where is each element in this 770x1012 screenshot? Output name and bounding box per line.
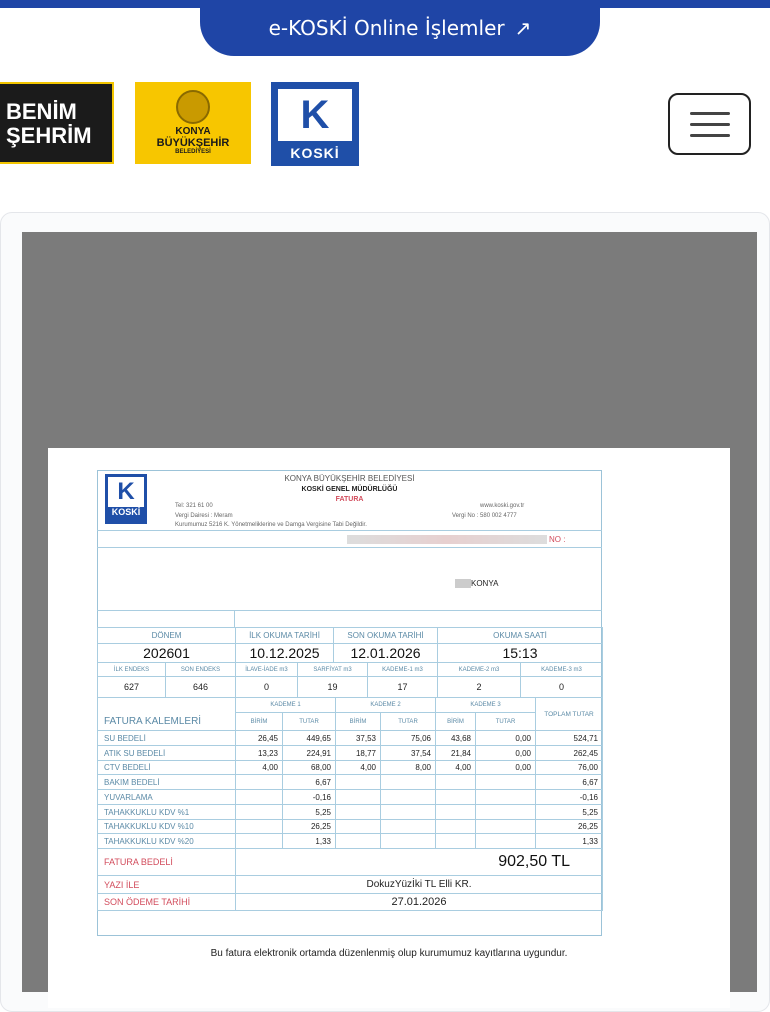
logo-text: ŞEHRİM [6, 123, 92, 148]
invoice-title: FATURA [335, 496, 364, 503]
meta-header: DÖNEM [97, 627, 236, 644]
hamburger-menu-icon[interactable] [668, 93, 751, 155]
logo-text: BENİM [6, 99, 77, 124]
yazi-ile-value: DokuzYüzİki TL Elli KR. [235, 875, 603, 894]
item-value [435, 819, 476, 834]
endeks-value: 646 [165, 676, 236, 698]
item-value: 5,25 [535, 804, 603, 820]
items-title: FATURA KALEMLERİ [97, 697, 236, 731]
item-value: 0,00 [475, 730, 536, 746]
item-value [435, 833, 476, 849]
item-value [335, 774, 381, 790]
endeks-value: 0 [520, 676, 603, 698]
endeks-header: İLAVE-İADE m3 [235, 662, 298, 677]
item-value: 43,68 [435, 730, 476, 746]
tax-office: Vergi Dairesi : Meram [175, 513, 233, 519]
item-value: 224,91 [282, 745, 336, 761]
item-value: 449,65 [282, 730, 336, 746]
item-value: 4,00 [335, 760, 381, 775]
item-value [335, 804, 381, 820]
item-value [235, 833, 283, 849]
item-value [235, 819, 283, 834]
item-value: 0,00 [475, 745, 536, 761]
item-value [235, 804, 283, 820]
item-value [380, 833, 436, 849]
item-value [475, 789, 536, 805]
spacer-row [97, 610, 602, 626]
item-value: 37,54 [380, 745, 436, 761]
e-koski-online-button[interactable] [200, 0, 600, 56]
item-value: 1,33 [282, 833, 336, 849]
endeks-value: 19 [297, 676, 368, 698]
meta-value: 202601 [97, 643, 236, 663]
city: xxxxKONYA [455, 579, 499, 588]
eagle-seal-icon [176, 90, 210, 124]
dept-name: KOSKİ GENEL MÜDÜRLÜĞÜ [301, 486, 398, 493]
website: www.koski.gov.tr [480, 503, 525, 509]
item-value [235, 789, 283, 805]
item-value: 68,00 [282, 760, 336, 775]
yazi-ile-label: YAZI İLE [97, 875, 236, 894]
item-value [475, 774, 536, 790]
item-value: -0,16 [282, 789, 336, 805]
item-value: 26,25 [282, 819, 336, 834]
meta-value: 12.01.2026 [333, 643, 438, 663]
meta-header: İLK OKUMA TARİHİ [235, 627, 334, 644]
item-value [380, 789, 436, 805]
item-label: TAHAKKUKLU KDV %10 [97, 819, 236, 834]
sub-header: BİRİM [435, 712, 476, 731]
item-label: TAHAKKUKLU KDV %20 [97, 833, 236, 849]
item-label: ATIK SU BEDELİ [97, 745, 236, 761]
endeks-value: 0 [235, 676, 298, 698]
item-value [475, 804, 536, 820]
item-value: 76,00 [535, 760, 603, 775]
endeks-header: İLK ENDEKS [97, 662, 166, 677]
sub-header: BİRİM [235, 712, 283, 731]
meta-value: 15:13 [437, 643, 603, 663]
invoice-note: Kurumumuz 5216 K. Yönetmeliklerine ve Damga Vergisine Tabi Değildir. [175, 522, 367, 528]
item-label: TAHAKKUKLU KDV %1 [97, 804, 236, 820]
item-value [335, 833, 381, 849]
item-label: CTV BEDELİ [97, 760, 236, 775]
item-value [475, 833, 536, 849]
sub-header: TUTAR [380, 712, 436, 731]
logo-text: BELEDİYESİ [175, 149, 211, 155]
external-arrow-icon: ↗ [514, 16, 532, 40]
item-value: 75,06 [380, 730, 436, 746]
redacted-area [347, 535, 547, 544]
sub-header: TUTAR [475, 712, 536, 731]
item-value: 4,00 [235, 760, 283, 775]
fatura-bedeli-label: FATURA BEDELİ [97, 848, 236, 876]
kademe-header: KADEME 1 [235, 697, 336, 713]
sub-header: BİRİM [335, 712, 381, 731]
item-value [380, 774, 436, 790]
item-value: 6,67 [282, 774, 336, 790]
tel: Tel: 321 61 00 [175, 503, 213, 509]
abone-no-row [97, 530, 602, 548]
item-value [380, 804, 436, 820]
item-value: 4,00 [435, 760, 476, 775]
item-value [380, 819, 436, 834]
item-value: 37,53 [335, 730, 381, 746]
konya-buyuksehir-logo[interactable] [135, 82, 251, 164]
fatura-bedeli-value: 902,50 TL [235, 848, 603, 876]
logo-text: KOSKİ [290, 145, 340, 161]
item-value: 8,00 [380, 760, 436, 775]
endeks-header: KADEME-1 m3 [367, 662, 438, 677]
item-value: 26,25 [535, 819, 603, 834]
invoice-koski-logo: K KOSKİ [105, 474, 147, 524]
item-value: -0,16 [535, 789, 603, 805]
tax-no: Vergi No : 580 002 4777 [452, 513, 517, 519]
item-value: 21,84 [435, 745, 476, 761]
endeks-value: 2 [437, 676, 521, 698]
item-value [475, 819, 536, 834]
item-value: 26,45 [235, 730, 283, 746]
item-value: 13,23 [235, 745, 283, 761]
benim-sehrim-logo[interactable] [0, 82, 114, 164]
item-label: BAKIM BEDELİ [97, 774, 236, 790]
e-koski-label: e-KOSKİ Online İşlemler [268, 16, 505, 40]
item-value: 18,77 [335, 745, 381, 761]
koski-k-icon: K [278, 89, 352, 141]
item-value: 0,00 [475, 760, 536, 775]
item-label: YUVARLAMA [97, 789, 236, 805]
total-header: TOPLAM TUTAR [535, 697, 603, 731]
item-value: 524,71 [535, 730, 603, 746]
footer-note: Bu fatura elektronik ortamda düzenlenmiş olup kurumumuz kayıtlarına uygundur. [210, 948, 568, 959]
meta-header: SON OKUMA TARİHİ [333, 627, 438, 644]
item-value: 1,33 [535, 833, 603, 849]
item-value [335, 819, 381, 834]
item-value [335, 789, 381, 805]
item-value [235, 774, 283, 790]
son-odeme-value: 27.01.2026 [235, 893, 603, 911]
sub-header: TUTAR [282, 712, 336, 731]
logo-text: BÜYÜKŞEHİR [156, 137, 230, 149]
abone-no-label: NO : [549, 535, 566, 544]
item-value [435, 804, 476, 820]
org-name: KONYA BÜYÜKŞEHİR BELEDİYESİ [284, 474, 415, 483]
item-label: SU BEDELİ [97, 730, 236, 746]
kademe-header: KADEME 3 [435, 697, 536, 713]
item-value [435, 789, 476, 805]
endeks-header: KADEME-2 m3 [437, 662, 521, 677]
son-odeme-label: SON ÖDEME TARİHİ [97, 893, 236, 911]
endeks-value: 17 [367, 676, 438, 698]
meta-value: 10.12.2025 [235, 643, 334, 663]
item-value: 5,25 [282, 804, 336, 820]
endeks-value: 627 [97, 676, 166, 698]
koski-logo[interactable] [271, 82, 359, 166]
item-value: 262,45 [535, 745, 603, 761]
kademe-header: KADEME 2 [335, 697, 436, 713]
endeks-header: SARFİYAT m3 [297, 662, 368, 677]
item-value: 6,67 [535, 774, 603, 790]
endeks-header: SON ENDEKS [165, 662, 236, 677]
logo-text: KONYA [175, 126, 211, 137]
endeks-header: KADEME-3 m3 [520, 662, 603, 677]
item-value [435, 774, 476, 790]
meta-header: OKUMA SAATİ [437, 627, 603, 644]
